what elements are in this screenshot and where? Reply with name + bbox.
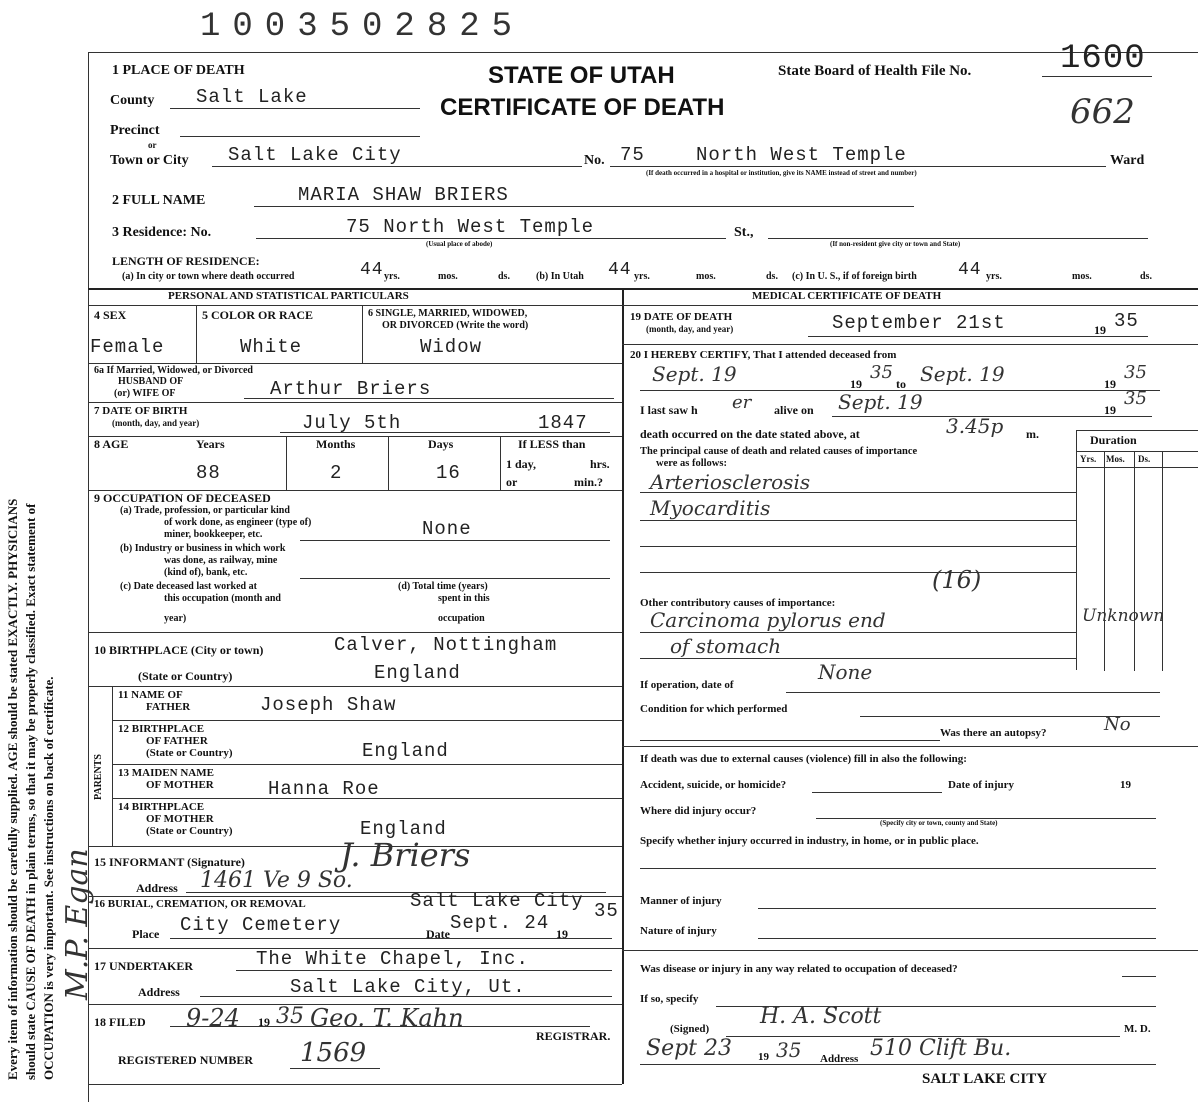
sex-label: 4 SEX (94, 308, 127, 322)
precinct-label: Precinct (110, 123, 160, 138)
length-b-label: (b) In Utah (536, 271, 584, 282)
color-label: 5 COLOR OR RACE (202, 308, 314, 322)
death-year: 35 (1114, 310, 1139, 332)
birthplace-country: England (374, 662, 461, 684)
residence-note: (Usual place of abode) (426, 240, 493, 248)
dob-value: July 5th (302, 412, 402, 434)
ward-label: Ward (1110, 153, 1145, 168)
hospital-note: (If death occurred in a hospital or institution, give its NAME instead of street and number) (646, 169, 917, 177)
mother-birthplace: England (360, 818, 447, 840)
length-a-years: 44 (360, 260, 384, 280)
age-years: 88 (196, 462, 221, 484)
dob-year: 1847 (538, 412, 588, 434)
undertaker-address: Salt Lake City, Ut. (290, 976, 526, 998)
father-birthplace: England (362, 740, 449, 762)
date-of-death: September 21st (832, 312, 1006, 334)
color-value: White (240, 336, 303, 358)
certificate-title: CERTIFICATE OF DEATH (440, 94, 725, 121)
no-label: No. (584, 153, 605, 168)
file-no-label: State Board of Health File No. (778, 63, 972, 79)
sign-date: Sept 23 (646, 1036, 733, 1061)
residence-value: 75 North West Temple (346, 216, 595, 238)
town-label: Town or City (110, 153, 189, 168)
parents-label: PARENTS (93, 754, 104, 800)
full-name-label: 2 FULL NAME (112, 193, 206, 208)
county-value: Salt Lake (196, 86, 308, 108)
filed-year: 35 (276, 1004, 304, 1029)
residence-label: 3 Residence: No. (112, 225, 212, 240)
cause-1: Arteriosclerosis (650, 470, 811, 494)
city-footer: SALT LAKE CITY (922, 1071, 1048, 1087)
burial-value: Salt Lake City (410, 890, 584, 912)
or-label: or (148, 140, 157, 150)
nonresident-note: (If non-resident give city or town and State) (830, 240, 961, 248)
informant-signature: J. Briers (340, 836, 471, 874)
burial-place: City Cemetery (180, 914, 342, 936)
side-handwritten: M.P. Egan (60, 848, 95, 1000)
personal-header: PERSONAL AND STATISTICAL PARTICULARS (168, 290, 409, 302)
county-label: County (110, 93, 155, 108)
circled-note: (16) (932, 566, 982, 594)
length-c-years: 44 (958, 260, 982, 280)
registered-number: 1569 (300, 1038, 367, 1068)
burial-date: Sept. 24 (450, 912, 550, 934)
informant-address: 1461 Ve 9 So. (200, 868, 353, 893)
filed-value: 9-24 (186, 1004, 240, 1032)
age-days: 16 (436, 462, 461, 484)
side-note-1: Every item of information should be carefully supplied. AGE should be stated EXACTLY. PHYSICIANS (5, 498, 20, 1080)
frame-top (88, 52, 1198, 53)
autopsy-value: No (1104, 714, 1131, 735)
death-time: 3.45p (946, 414, 1004, 438)
cause-2: Myocarditis (650, 496, 771, 520)
serial-number: 1003502825 (200, 8, 525, 46)
undertaker-value: The White Chapel, Inc. (256, 948, 529, 970)
place-of-death-label: 1 PLACE OF DEATH (112, 63, 245, 78)
center-divider (622, 288, 624, 1084)
birthplace-value: Calver, Nottingham (334, 634, 558, 656)
street-no: 75 (620, 144, 645, 166)
registrar-signature: Geo. T. Kahn (310, 1004, 464, 1032)
father-value: Joseph Shaw (260, 694, 397, 716)
street-value: North West Temple (696, 144, 907, 166)
marital-value: Widow (420, 336, 483, 358)
mother-value: Hanna Roe (268, 778, 380, 800)
other-duration: Unknown (1082, 606, 1165, 626)
length-a-label: (a) In city or town where death occurred (122, 271, 295, 282)
physician-address: 510 Clift Bu. (870, 1036, 1012, 1061)
length-label: LENGTH OF RESIDENCE: (112, 254, 260, 268)
last-saw-date: Sept. 19 (838, 390, 923, 414)
town-value: Salt Lake City (228, 144, 402, 166)
state-title: STATE OF UTAH (488, 62, 675, 89)
full-name-value: MARIA SHAW BRIERS (298, 184, 509, 206)
sex-value: Female (90, 336, 165, 358)
side-note-2: should state CAUSE OF DEATH in plain terms, so that it may be properly classified. Exact statement of (23, 503, 38, 1080)
burial-year: 35 (594, 900, 619, 922)
length-c-label: (c) In U. S., if of foreign birth (792, 271, 917, 282)
file-no: 1600 (1060, 40, 1146, 78)
medical-header: MEDICAL CERTIFICATE OF DEATH (752, 290, 942, 302)
other-cause-1: Carcinoma pylorus end (650, 608, 886, 632)
handwritten-number: 662 (1070, 92, 1135, 132)
operation-value: None (818, 660, 873, 684)
st-label: St., (734, 225, 754, 240)
attended-to: Sept. 19 (920, 362, 1005, 386)
age-months: 2 (330, 462, 343, 484)
length-b-years: 44 (608, 260, 632, 280)
occupation-value: None (422, 518, 472, 540)
side-note-3: OCCUPATION is very important. See instructions on back of certificate. (41, 676, 56, 1080)
physician-signature: H. A. Scott (760, 1004, 882, 1029)
other-cause-2: of stomach (670, 634, 782, 658)
spouse-value: Arthur Briers (270, 378, 432, 400)
attended-from: Sept. 19 (652, 362, 737, 386)
